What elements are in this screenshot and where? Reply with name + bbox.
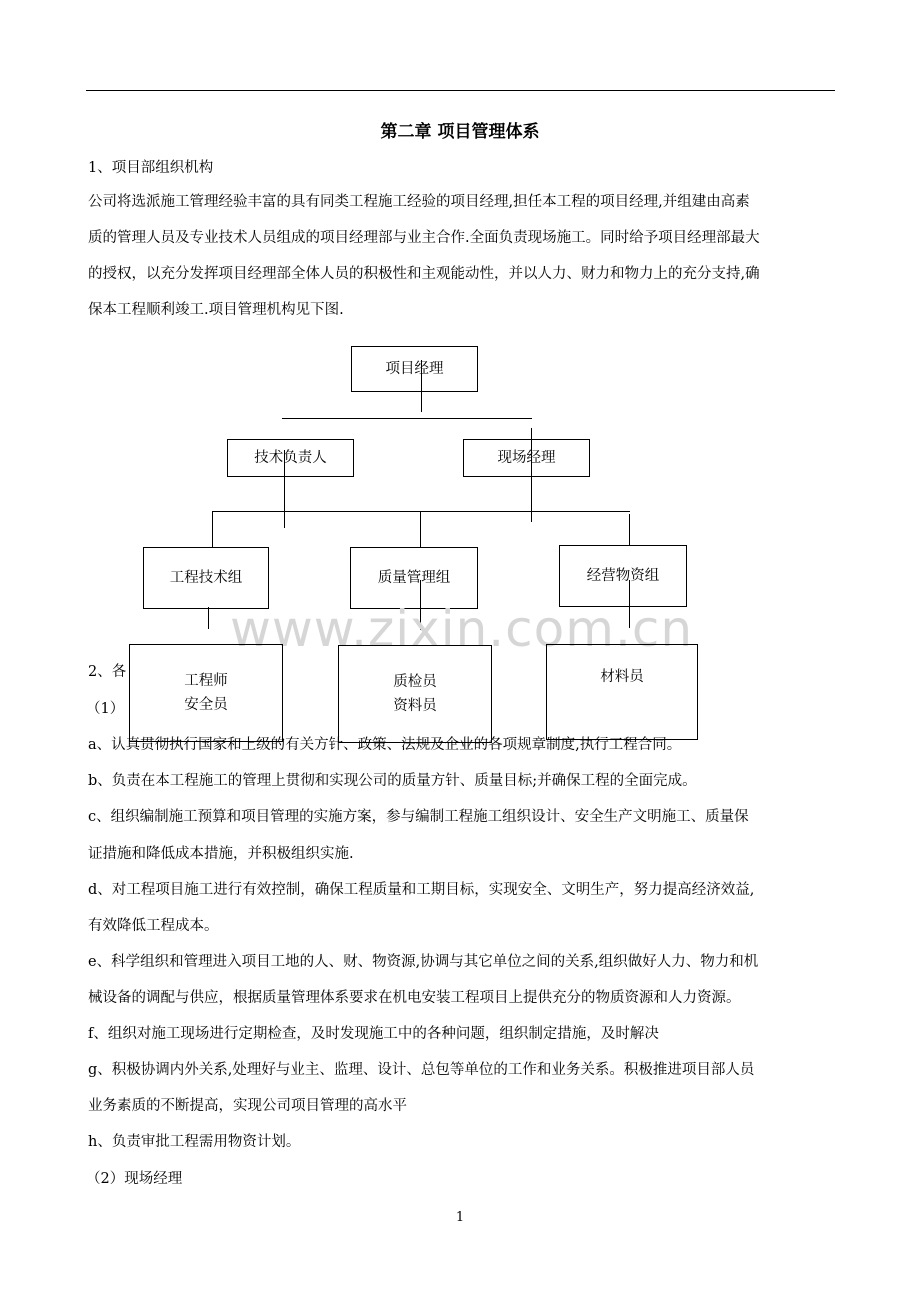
sub-heading: （2）现场经理 [86,1171,183,1187]
list-item: a、认真贯彻执行国家和上级的有关方针、政策、法规及企业的各项规章制度,执行工程合同。 [88,737,682,753]
connector [531,428,532,522]
section-heading-fragment: 2、各 [88,664,127,680]
list-item: d、对工程项目施工进行有效控制，确保工程质量和工期目标，实现安全、文明生产，努力提高经济效益, [88,882,755,898]
connector [421,360,422,412]
org-node-engineer-safety: 工程师 安全员 [129,644,283,742]
paragraph-line: 质的管理人员及专业技术人员组成的项目经理部与业主合作.全面负责现场施工。同时给予项目经理部最大 [88,230,760,246]
page-number: 1 [455,1210,465,1225]
paragraph-line: 公司将选派施工管理经验丰富的具有同类工程施工经验的项目经理,担任本工程的项目经理,并组建由高素 [88,194,750,210]
paragraph-line: 的授权，以充分发挥项目经理部全体人员的积极性和主观能动性，并以人力、财力和物力上的充分支持,确 [88,266,760,282]
list-item: e、科学组织和管理进入项目工地的人、财、物资源,协调与其它单位之间的关系,组织做好人力、物力和机 [88,954,759,970]
sub-heading-fragment: （1） [86,701,125,717]
org-node-tech-lead: 技术负责人 [227,439,354,477]
list-item: 有效降低工程成本。 [88,918,219,934]
org-node-ops-group: 经营物资组 [559,545,687,607]
list-item: 业务素质的不断提高，实现公司项目管理的高水平 [88,1098,407,1114]
section-heading: 1、项目部组织机构 [88,160,214,176]
connector [629,514,630,546]
watermark: www.zixin.com.cn [230,600,694,658]
org-node-quality-group: 质量管理组 [350,547,478,609]
header-rule [86,90,835,91]
list-item: b、负责在本工程施工的管理上贯彻和实现公司的质量方针、质量目标;并确保工程的全面完成。 [88,773,697,789]
chapter-title: 第二章 项目管理体系 [380,122,540,142]
org-node-inspector-documenter: 质检员 资料员 [338,645,492,743]
connector [212,511,213,547]
list-item: 械设备的调配与供应，根据质量管理体系要求在机电安装工程项目上提供充分的物质资源和人力资源。 [88,990,741,1006]
list-item: c、组织编制施工预算和项目管理的实施方案，参与编制工程施工组织设计、安全生产文明施工、质量保 [88,809,749,825]
connector [208,607,209,629]
connector [420,511,421,547]
list-item: g、积极协调内外关系,处理好与业主、监理、设计、总包等单位的工作和业务关系。积极推进项目部人员 [88,1062,755,1078]
paragraph-line: 保本工程顺利竣工.项目管理机构见下图. [88,302,344,318]
connector [282,418,532,419]
list-item: 证措施和降低成本措施，并积极组织实施. [88,846,354,862]
list-item: f、组织对施工现场进行定期检查，及时发现施工中的各种问题，组织制定措施，及时解决 [88,1026,659,1042]
org-node-site-manager: 现场经理 [463,439,590,477]
org-node-materials: 材料员 [546,644,698,740]
org-node-eng-tech-group: 工程技术组 [143,547,269,609]
org-node-pm: 项目经理 [351,346,478,392]
connector [212,511,630,512]
list-item: h、负责审批工程需用物资计划。 [88,1134,301,1150]
connector [284,450,285,528]
